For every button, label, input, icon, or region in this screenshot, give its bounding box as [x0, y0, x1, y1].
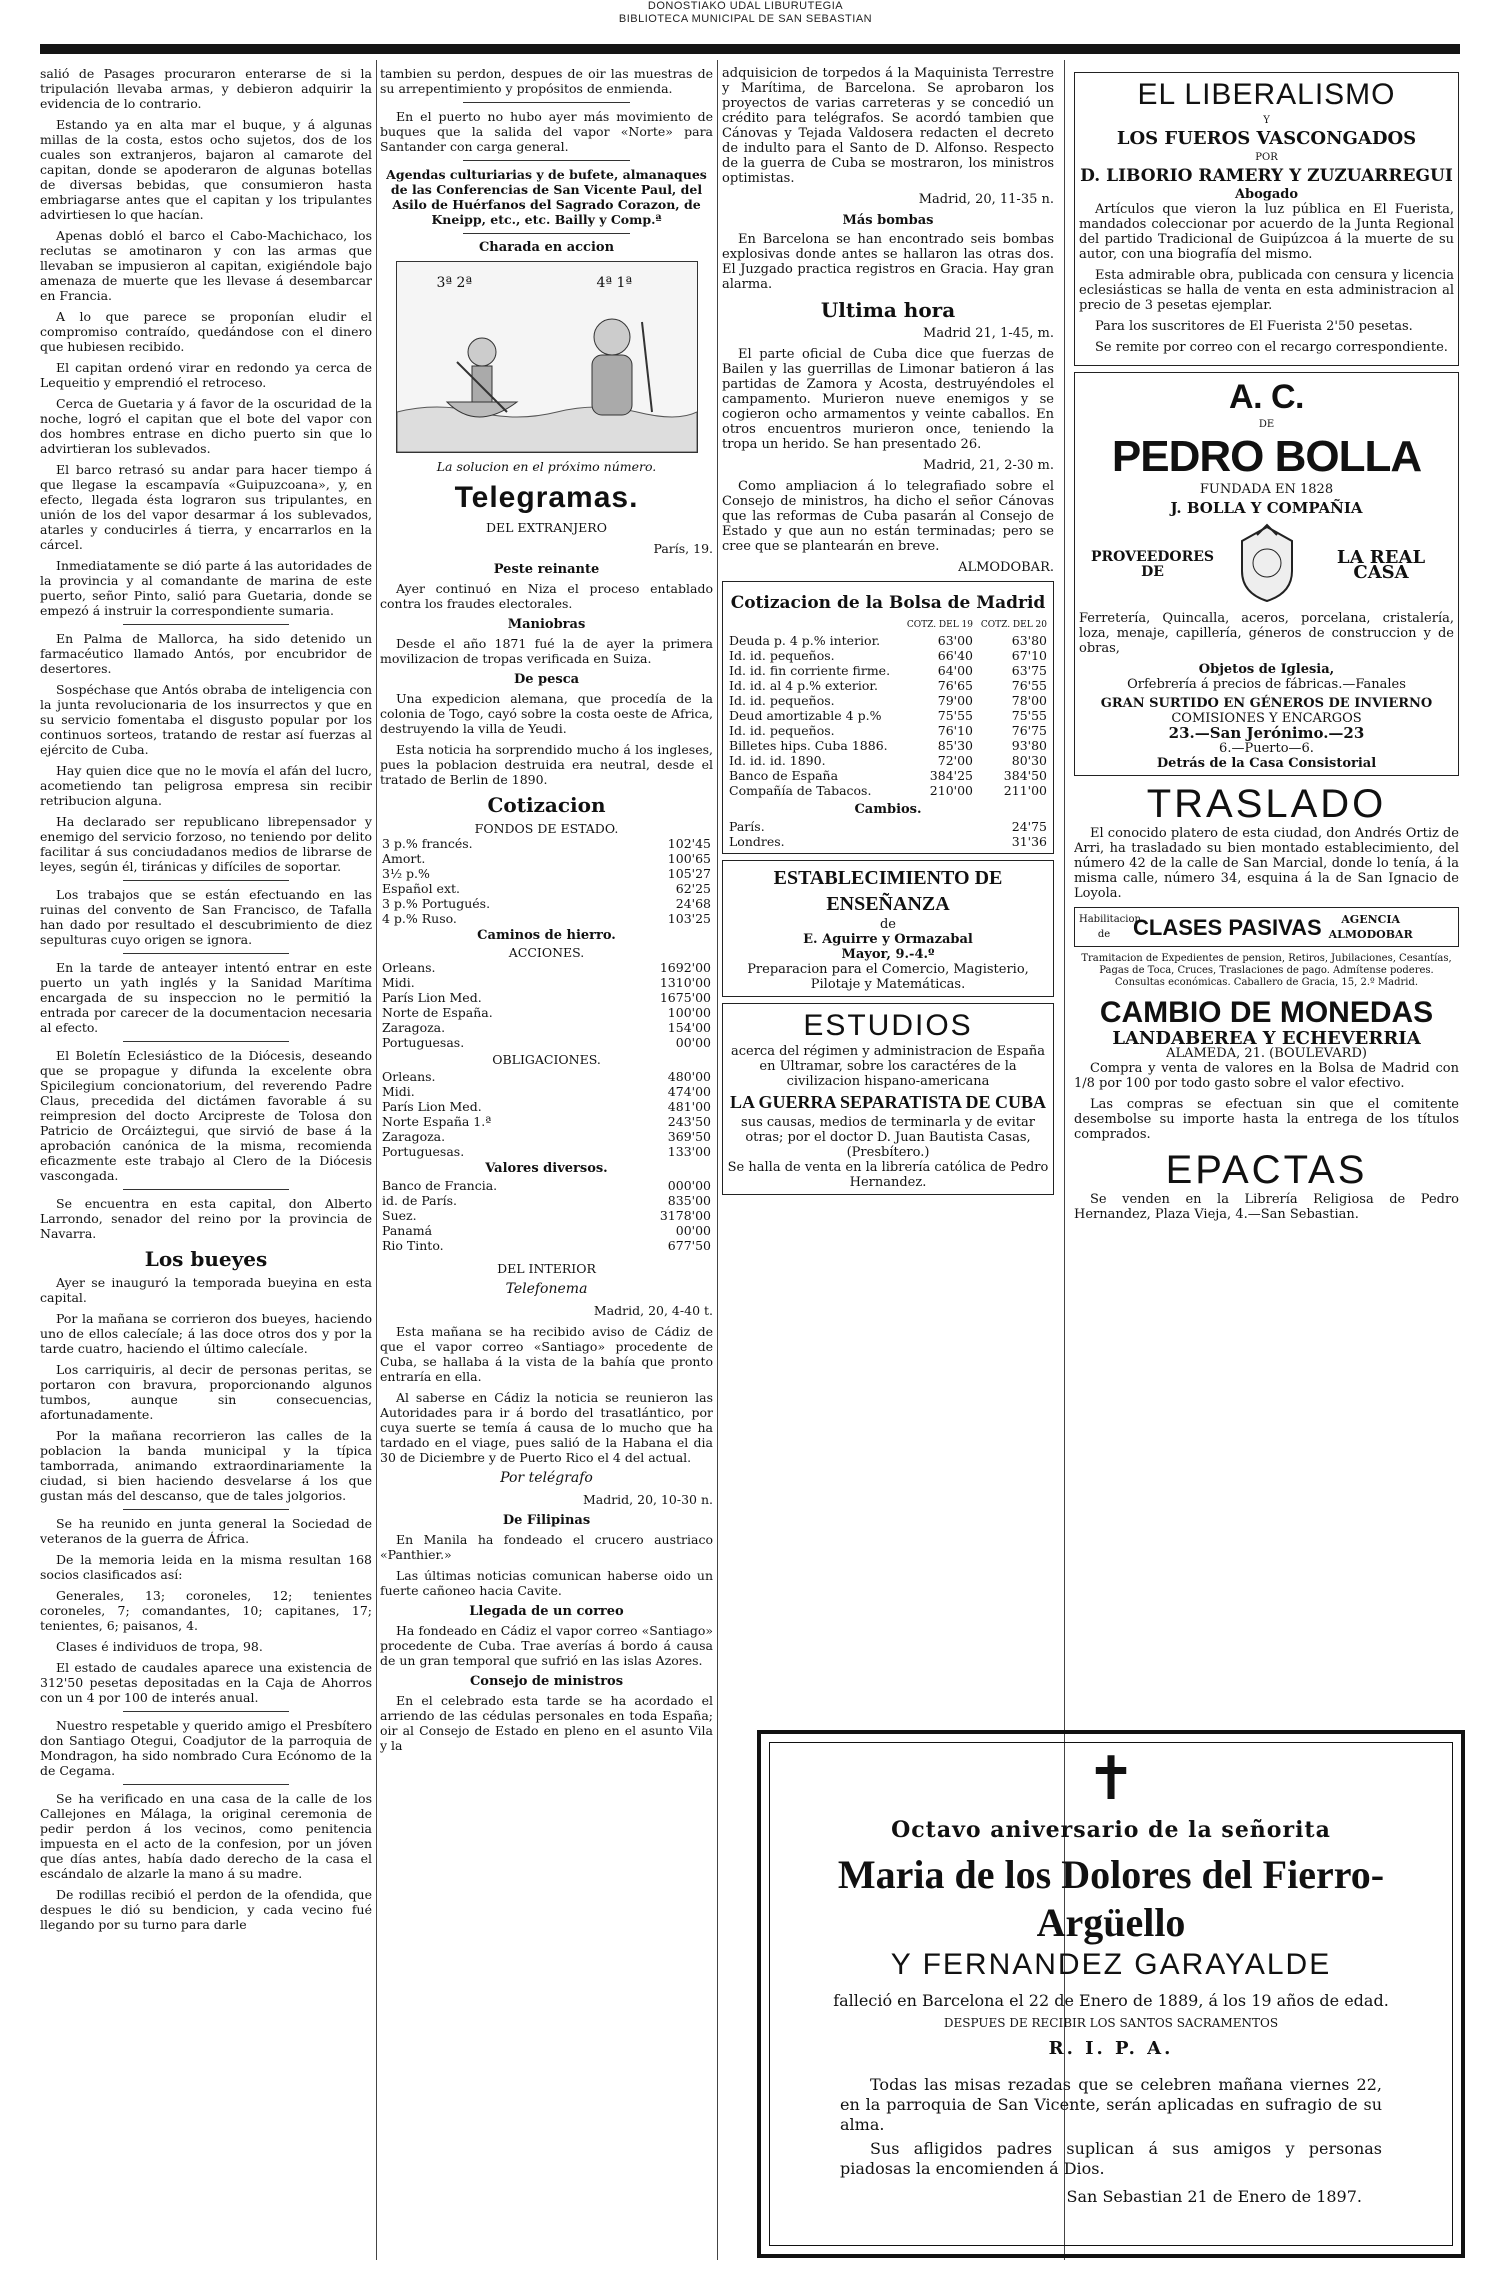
- cartoon-label-right: 4ª 1ª: [596, 275, 633, 291]
- acciones-label: Zaragoza.: [382, 1020, 446, 1035]
- royal-crest-icon: [1232, 523, 1302, 607]
- bolsa-row: [727, 708, 1049, 723]
- bolsa-label: Id. id. pequeños.: [729, 648, 835, 663]
- obligaciones-label: París Lion Med.: [382, 1099, 482, 1114]
- article-paragraph: Al saberse en Cádiz la noticia se reunieron las Autoridades para ir á bordo del trasatlántico, por cuya suerte se temía á causa de lo mucho que ha tardado en el viage, pues salió de la Habana el dia 30 de Diciembre y de Puerto Rico el 4 del actual.: [380, 1390, 713, 1465]
- table-caption: FONDOS DE ESTADO.: [474, 821, 619, 836]
- article-paragraph: Por la mañana se corrieron dos bueyes, haciendo uno de ellos calecíale; á las doce otros dos y por la tarde cuatro, haciendo el último calecíale.: [40, 1311, 372, 1356]
- bolsa-value: 85'30: [937, 738, 973, 753]
- liberalismo-advert: [1074, 72, 1459, 366]
- section-heading: De Filipinas: [502, 1513, 591, 1528]
- fondos-row: [380, 911, 713, 926]
- fondos-value: 24'68: [675, 896, 711, 911]
- lib-fueros: LOS FUEROS VASCONGADOS: [1116, 128, 1417, 149]
- bolsa-value: 63'00: [937, 633, 973, 648]
- bolsa-value: 63'75: [1011, 663, 1047, 678]
- obligaciones-value: 243'50: [667, 1114, 711, 1129]
- acciones-label: París Lion Med.: [382, 990, 482, 1005]
- estudios-desc: acerca del régimen y administracion de España en Ultramar, sobre los caractéres de la civilizacion hispano-americana: [730, 1044, 1046, 1089]
- acciones-table: [380, 960, 713, 1050]
- estudios-title: ESTUDIOS: [803, 1009, 973, 1042]
- acciones-row: [380, 1035, 713, 1050]
- bolla-de: DE: [1258, 419, 1275, 430]
- section-heading: Telefonema: [505, 1281, 588, 1297]
- cambio-label: Londres.: [729, 834, 785, 849]
- obligaciones-value: 481'00: [667, 1099, 711, 1114]
- traslado-title: TRASLADO: [1146, 782, 1387, 826]
- column-2: [380, 66, 713, 2266]
- valores-value: 835'00: [667, 1193, 711, 1208]
- fondos-value: 100'65: [667, 851, 711, 866]
- bolsa-label: Id. id. pequeños.: [729, 693, 835, 708]
- fondos-table: [380, 836, 713, 926]
- valores-value: 000'00: [667, 1178, 711, 1193]
- bolsa-value: 66'40: [937, 648, 973, 663]
- bolsa-value: 64'00: [937, 663, 973, 678]
- section-heading: De pesca: [513, 672, 580, 687]
- section-heading: Ultima hora: [820, 298, 956, 322]
- article-paragraph: Sospéchase que Antós obraba de inteligencia con la junta revolucionaria de los insurrectos y que en su servicio fomentaba el disgusto popular por los continuos sorteos, tratando de restar así fuerzas al ejército de Cuba.: [40, 682, 372, 757]
- separator: [463, 160, 630, 161]
- bolsa-value: 76'10: [937, 723, 973, 738]
- guerra-title: LA GUERRA SEPARATISTA DE CUBA: [729, 1092, 1047, 1112]
- valores-value: 00'00: [675, 1223, 711, 1238]
- column-3: [722, 66, 1054, 1716]
- fondos-row: [380, 881, 713, 896]
- fondos-row: [380, 851, 713, 866]
- traslado-text: El conocido platero de esta ciudad, don Andrés Ortiz de Arri, ha trasladado su bien montado establecimiento, del número 42 de la calle de San Marcial, donde lo tenía, á la misma calle, número 34, esquina á la de San Ignacio de Loyola.: [1074, 826, 1459, 901]
- bolla-goods: Ferretería, Quincalla, aceros, porcelana, cristalería, loza, menaje, capillería, géneros de construccion y de obras,: [1079, 611, 1454, 656]
- dateline: Madrid, 20, 11-35 n.: [918, 192, 1054, 207]
- acciones-row: [380, 1005, 713, 1020]
- bolsa-row: [727, 738, 1049, 753]
- fondos-label: Amort.: [382, 851, 426, 866]
- valores-label: Rio Tinto.: [382, 1238, 444, 1253]
- valores-row: [380, 1223, 713, 1238]
- article-paragraph: En Palma de Mallorca, ha sido detenido un farmacéutico llamado Antós, por encubridor de desertores.: [40, 631, 372, 676]
- bolsa-value: 78'00: [1011, 693, 1047, 708]
- section-heading: Cambios.: [854, 802, 922, 817]
- obligaciones-label: Norte España 1.ª: [382, 1114, 492, 1129]
- obit-sacraments: DESPUES DE RECIBIR LOS SANTOS SACRAMENTOS: [943, 2016, 1279, 2030]
- lib-por: POR: [1255, 152, 1278, 163]
- article-paragraph: Ayer continuó en Niza el proceso entablado contra los fraudes electorales.: [380, 581, 713, 611]
- article-paragraph: Se encuentra en esta capital, don Alberto Larrondo, senador del reino por la provincia de Navarra.: [40, 1196, 372, 1241]
- acciones-value: 1692'00: [659, 960, 711, 975]
- bolsa-row: [727, 768, 1049, 783]
- obit-masses: Todas las misas rezadas que se celebren mañana viernes 22, en la parroquia de San Vicente, serán aplicadas en sufragio de su alma.: [840, 2075, 1382, 2134]
- acciones-value: 154'00: [667, 1020, 711, 1035]
- fondos-label: 3½ p.%: [382, 866, 430, 881]
- bolsa-value: 76'65: [937, 678, 973, 693]
- advert-agendas: Agendas culturiarias y de bufete, almanaques de las Conferencias de San Vicente Paul, del Asilo de Huérfanos del Sagrado Corazon, de Kneipp, etc., etc. Bailly y Comp.ª: [386, 167, 707, 227]
- bolsa-value: 67'10: [1011, 648, 1047, 663]
- article-paragraph: El barco retrasó su andar para hacer tiempo á que llegase la escampavía «Guipuzcoana», y, en efecto, llegada ésta lograron sus tripulantes, en unión de los del vapor desarmar á los sublevados, atarles y conducirles á tierra, y encarrarlos en la cárcel.: [40, 462, 372, 552]
- fondos-value: 102'45: [667, 836, 711, 851]
- separator: [123, 1784, 289, 1785]
- cambio-title: CAMBIO DE MONEDAS: [1099, 996, 1434, 1029]
- bolsa-value: 79'00: [937, 693, 973, 708]
- separator: [123, 880, 289, 881]
- bolsa-heading: Cotizacion de la Bolsa de Madrid: [730, 593, 1046, 613]
- obligaciones-value: 133'00: [667, 1144, 711, 1159]
- page-header: [0, 0, 1491, 36]
- bolla-address-1: 23.—San Jerónimo.—23: [1168, 724, 1365, 742]
- bolsa-table: [727, 618, 1049, 798]
- bolsa-value: 76'55: [1011, 678, 1047, 693]
- acciones-label: Midi.: [382, 975, 415, 990]
- cambios-table: [727, 819, 1049, 849]
- bolsa-value: 75'55: [937, 708, 973, 723]
- signature: ALMODOBAR.: [958, 560, 1054, 575]
- acciones-row: [380, 960, 713, 975]
- guerra-desc: sus causas, medios de terminarla y de evitar otras; por el doctor D. Juan Bautista Casas, (Presbítero.): [741, 1115, 1035, 1160]
- valores-value: 3178'00: [659, 1208, 711, 1223]
- obit-date: San Sebastian 21 de Enero de 1897.: [1066, 2187, 1362, 2206]
- fondos-row: [380, 896, 713, 911]
- telegramas-heading: Telegramas.: [454, 481, 639, 514]
- article-paragraph: En la tarde de anteayer intentó entrar en este puerto un yath inglés y la Sanidad Marítima encargada de su inspeccion no le permitió la entrada por carecer de la documentacion necesaria al efecto.: [40, 960, 372, 1035]
- acciones-label: Orleans.: [382, 960, 436, 975]
- article-paragraph: El estado de caudales aparece una existencia de 312'50 pesetas depositadas en la Caja de Ahorros con un 4 por 100 de interés anual.: [40, 1660, 372, 1705]
- fondos-label: 4 p.% Ruso.: [382, 911, 457, 926]
- obligaciones-value: 474'00: [667, 1084, 711, 1099]
- bolsa-value: 210'00: [929, 783, 973, 798]
- valores-row: [380, 1208, 713, 1223]
- cambio-firm: LANDABEREA Y ECHEVERRIA: [1112, 1028, 1421, 1049]
- valores-table: [380, 1178, 713, 1253]
- column-divider: [717, 60, 718, 2260]
- valores-row: [380, 1178, 713, 1193]
- lib-paragraph: Artículos que vieron la luz pública en El Fuerista, mandados coleccionar por acuerdo de la Junta Regional del partido Tradicional de Guipúzcoa á la muerte de su autor, con una biografía del mismo.: [1079, 202, 1454, 262]
- section-heading: Más bombas: [842, 213, 934, 228]
- bolla-purveyor-row: [1079, 523, 1454, 607]
- estab-advert: [722, 860, 1054, 997]
- table-caption: ACCIONES.: [508, 945, 585, 960]
- article-paragraph: Ha fondeado en Cádiz el vapor correo «Santiago» procedente de Cuba. Trae averías á bordo á causa de un gran temporal que sufrió en las islas Azores.: [380, 1623, 713, 1668]
- separator: [123, 624, 289, 625]
- clases-desc: Tramitacion de Expedientes de pension, Retiros, Jubilaciones, Cesantías, Pagas de Toca, Cruces, Traslaciones de pago. Admítense poderes. Consultas económicas. Caballero de Gracia, 15, 2.º Madrid.: [1081, 953, 1452, 988]
- lib-paragraph: Esta admirable obra, publicada con censura y licencia eclesiásticas se halla de venta en esta administracion al precio de 3 pesetas ejemplar.: [1079, 268, 1454, 313]
- section-heading: Llegada de un correo: [469, 1604, 624, 1619]
- top-rule: [40, 44, 1460, 54]
- obit-death: falleció en Barcelona el 22 de Enero de 1889, á los 19 años de edad.: [833, 1991, 1389, 2010]
- section-heading: Valores diversos.: [485, 1161, 608, 1176]
- obligaciones-label: Zaragoza.: [382, 1129, 446, 1144]
- column-4: [1074, 66, 1459, 1716]
- obituary-inner: [769, 1742, 1453, 2246]
- section-heading: Los bueyes: [144, 1247, 268, 1271]
- bolsa-label: Id. id. pequeños.: [729, 723, 835, 738]
- article-paragraph: A lo que parece se proponían eludir el compromiso contraído, quedándose con el dinero que hubiesen recibido.: [40, 309, 372, 354]
- cross-icon: ✝: [1085, 1744, 1137, 1814]
- bolsa-value: 76'75: [1011, 723, 1047, 738]
- article-paragraph: Los carriquiris, al decir de personas peritas, se portaron con bravura, proporcionando algunos tumbos, aunque sin consecuencias, afortunadamente.: [40, 1362, 372, 1422]
- subsection-label: DEL EXTRANJERO: [486, 520, 607, 535]
- estudios-advert: [722, 1003, 1054, 1195]
- cambio-value: 24'75: [1011, 819, 1047, 834]
- article-paragraph: Esta noticia ha sorprendido mucho á los ingleses, pues la poblacion destruida era neutral, desde el tratado de Berlin de 1890.: [380, 742, 713, 787]
- obit-surname: Y FERNANDEZ GARAYALDE: [890, 1948, 1332, 1981]
- bolsa-label: Id. id. al 4 p.% exterior.: [729, 678, 878, 693]
- bolsa-value: 75'55: [1011, 708, 1047, 723]
- obligaciones-row: [380, 1144, 713, 1159]
- clases-advert: [1074, 907, 1459, 947]
- obligaciones-row: [380, 1099, 713, 1114]
- cambio-label: París.: [729, 819, 765, 834]
- acciones-label: Portuguesas.: [382, 1035, 465, 1050]
- cambio-row: [727, 819, 1049, 834]
- article-paragraph: Por la mañana recorrieron las calles de la poblacion la banda municipal y la típica tamborrada, animando extraordinariamente la ciudad, si bien haciendo desvelarse á los que gustan más del descanso, que de tales jolgorios.: [40, 1428, 372, 1503]
- article-paragraph: En el puerto no hubo ayer más movimiento de buques que la salida del vapor «Norte» para Santander con carga general.: [380, 109, 713, 154]
- obligaciones-label: Portuguesas.: [382, 1144, 465, 1159]
- lib-y: Y: [1263, 115, 1270, 126]
- cambio-value: 31'36: [1011, 834, 1047, 849]
- article-paragraph: adquisicion de torpedos á la Maquinista Terrestre y Marítima, de Barcelona. Se aprobaron los proyectos de varias carreteras y se concedió un crédito para telégrafos. Se acordó tambien que Cánovas y Tejada Valdosera redacten el decreto de indulto para el Santo de D. Alfonso. Respecto de la guerra de Cuba se mostraron, los ministros optimistas.: [722, 66, 1054, 186]
- bolsa-row: [727, 678, 1049, 693]
- article-paragraph: En el celebrado esta tarde se ha acordado el arriendo de las cédulas personales en toda España; oir al Consejo de Estado en pleno en el asunto Vila y la: [380, 1693, 713, 1753]
- bolsa-label: Id. id. id. 1890.: [729, 753, 826, 768]
- acciones-row: [380, 1020, 713, 1035]
- fondos-value: 105'27: [667, 866, 711, 881]
- bolsa-label: Deuda p. 4 p.% interior.: [729, 633, 881, 648]
- fondos-row: [380, 836, 713, 851]
- bolsa-box: [722, 581, 1054, 854]
- estab-desc: Preparacion para el Comercio, Magisterio, Pilotaje y Matemáticas.: [747, 962, 1029, 992]
- article-paragraph: tambien su perdon, despues de oir las muestras de su arrepentimiento y propósitos de enmienda.: [380, 66, 713, 96]
- cambio-paragraph: Compra y venta de valores en la Bolsa de Madrid con 1/8 por 100 por todo gasto sobre el valor efectivo.: [1074, 1061, 1459, 1091]
- clases-left: Habilitacion de: [1079, 914, 1141, 940]
- obituary-box: [757, 1730, 1465, 2258]
- bolsa-value: 384'50: [1003, 768, 1047, 783]
- valores-row: [380, 1193, 713, 1208]
- article-paragraph: El parte oficial de Cuba dice que fuerzas de Bailen y las guerrillas de Limonar batieron á las partidas de Zamora y Acosta, destruyéndoles el campamento. Murieron nueve enemigos y se cogieron ocho armamentos y veinte caballos. En otros encuentros murieron once, teniendo la tropa un herido. Se han presentado 26.: [722, 347, 1054, 452]
- column-header: COTZ. DEL 20: [980, 620, 1047, 630]
- clases-title: CLASES PASIVAS: [1133, 914, 1322, 940]
- valores-value: 677'50: [667, 1238, 711, 1253]
- subsection-label: DEL INTERIOR: [497, 1261, 596, 1276]
- archive-line-2: BIBLIOTECA MUNICIPAL DE SAN SEBASTIAN: [618, 13, 873, 25]
- article-paragraph: En Manila ha fondeado el crucero austriaco «Panthier.»: [380, 1532, 713, 1562]
- bolsa-row: [727, 648, 1049, 663]
- section-heading: Caminos de hierro.: [477, 928, 616, 943]
- article-paragraph: Nuestro respetable y querido amigo el Presbítero don Santiago Otegui, Coadjutor de la parroquia de Mondragon, ha sido nombrado Cura Ecónomo de la de Cegama.: [40, 1718, 372, 1778]
- valores-label: Banco de Francia.: [382, 1178, 498, 1193]
- article-paragraph: Apenas dobló el barco el Cabo-Machichaco, los reclutas se amotinaron y con las armas que llevaban se impusieron al capitan, exigiéndole bajo amenaza de muerte que les llevase á desembarcar en Francia.: [40, 228, 372, 303]
- epactas-advert: [1074, 1148, 1459, 1222]
- dateline: Madrid 21, 1-45, m.: [923, 326, 1054, 341]
- obligaciones-value: 480'00: [667, 1069, 711, 1084]
- bolla-orfebreria: Orfebrería á precios de fábricas.—Fanales: [1127, 677, 1406, 692]
- article-paragraph: Las últimas noticias comunican haberse oido un fuerte cañoneo hacia Cavite.: [380, 1568, 713, 1598]
- bolsa-row: [727, 753, 1049, 768]
- acciones-value: 1675'00: [659, 990, 711, 1005]
- obligaciones-row: [380, 1129, 713, 1144]
- article-paragraph: En Barcelona se han encontrado seis bombas explosivas donde antes se hallaron las otras dos. El Juzgado practica registros en Gracia. Hay gran alarma.: [722, 232, 1054, 292]
- valores-row: [380, 1238, 713, 1253]
- valores-label: id. de París.: [382, 1193, 457, 1208]
- dateline: Madrid, 20, 4-40 t.: [593, 1303, 713, 1318]
- separator: [123, 1509, 289, 1510]
- estab-address: Mayor, 9.-4.º: [841, 947, 935, 962]
- clases-right: AGENCIA ALMODOBAR: [1328, 913, 1413, 941]
- article-paragraph: Ayer se inauguró la temporada bueyina en esta capital.: [40, 1275, 372, 1305]
- article-paragraph: Inmediatamente se dió parte á las autoridades de la provincia y al comandante de marina de este puerto, señor Pinto, salió para Guetaria, donde se empezó á instruir la correspondiente sumaria.: [40, 558, 372, 618]
- bolsa-value: 211'00: [1003, 783, 1047, 798]
- bolla-church: Objetos de Iglesia,: [1198, 662, 1335, 677]
- cartoon-caption: La solucion en el próximo número.: [436, 459, 657, 474]
- lib-paragraph: Para los suscritores de El Fuerista 2'50 pesetas.: [1095, 319, 1413, 334]
- cambio-address: ALAMEDA, 21. (BOULEVARD): [1166, 1046, 1367, 1061]
- obligaciones-label: Midi.: [382, 1084, 415, 1099]
- separator: [463, 233, 630, 234]
- bolsa-row: [727, 783, 1049, 798]
- acciones-row: [380, 990, 713, 1005]
- epactas-title: EPACTAS: [1165, 1148, 1368, 1192]
- article-paragraph: El Boletín Eclesiástico de la Diócesis, deseando que se propague y difunda la excelente obra Spicilegium concionatorium, del reverendo Padre Claus, precedida del dictámen favorable á su reimpresion del docto Arcipreste de Tolosa don Patricio de Orcáiztegui, que sirvió de base á la aprobación canónica de la misma, recomienda eficazmente este trabajo al Clero de la Diócesis vascongada.: [40, 1048, 372, 1183]
- article-paragraph: Una expedicion alemana, que procedía de la colonia de Togo, cayó sobre la costa oeste de Africa, destruyendo la villa de Yeudi.: [380, 691, 713, 736]
- fondos-label: Español ext.: [382, 881, 460, 896]
- article-paragraph: Estando ya en alta mar el buque, y á algunas millas de la costa, estos ocho sujetos, dos de los cuales son extranjeros, bajaron al camarote del capitan, donde se apoderaron de algunas botellas de diversas bebidas, que consumieron hasta embriagarse antes que el capitan y los tripulantes advirtiesen lo que hacían.: [40, 117, 372, 222]
- guerra-venta: Se halla de venta en la librería católica de Pedro Hernandez.: [727, 1160, 1049, 1190]
- bolsa-label: Billetes hips. Cuba 1886.: [729, 738, 888, 753]
- acciones-value: 100'00: [667, 1005, 711, 1020]
- bolsa-value: 80'30: [1011, 753, 1047, 768]
- obligaciones-value: 369'50: [667, 1129, 711, 1144]
- bolsa-row: [727, 633, 1049, 648]
- traslado-advert: [1074, 782, 1459, 901]
- fondos-label: 3 p.% francés.: [382, 836, 473, 851]
- valores-label: Panamá: [382, 1223, 433, 1238]
- article-paragraph: Generales, 13; coroneles, 12; tenientes coroneles, 7; comandantes, 10; capitanes, 17; tenientes, 6; paisanos, 4.: [40, 1588, 372, 1633]
- obligaciones-table: [380, 1069, 713, 1159]
- article-paragraph: salió de Pasages procuraron enterarse de si la tripulación llevaba armas, y debieron adquirir la evidencia de lo contrario.: [40, 66, 372, 111]
- lib-abogado: Abogado: [1234, 187, 1299, 202]
- obit-name: Maria de los Dolores del Fierro-Argüello: [837, 1852, 1385, 1945]
- bolla-address-3: Detrás de la Casa Consistorial: [1156, 756, 1377, 771]
- epactas-text: Se venden en la Librería Religiosa de Pedro Hernandez, Plaza Vieja, 4.—San Sebastian.: [1074, 1192, 1459, 1222]
- article-paragraph: Se ha reunido en junta general la Sociedad de veteranos de la guerra de África.: [40, 1516, 372, 1546]
- article-paragraph: Hay quien dice que no le movía el afán del lucro, acometiendo tan peligrosa empresa sin recibir retribucion alguna.: [40, 763, 372, 808]
- lib-title: EL LIBERALISMO: [1137, 78, 1396, 111]
- cambio-paragraph: Las compras se efectuan sin que el comitente desembolse su importe hasta la entrega de los títulos comprados.: [1074, 1097, 1459, 1142]
- article-paragraph: De la memoria leida en la misma resultan 168 socios clasificados así:: [40, 1552, 372, 1582]
- section-heading: Por telégrafo: [500, 1470, 593, 1486]
- bolla-address-2: 6.—Puerto—6.: [1219, 741, 1314, 756]
- obligaciones-row: [380, 1084, 713, 1099]
- crest-drawing: [1232, 523, 1302, 603]
- column-divider: [376, 60, 377, 2260]
- fondos-row: [380, 866, 713, 881]
- bolla-ac: A. C.: [1229, 378, 1304, 416]
- charade-cartoon: [396, 261, 698, 453]
- acciones-label: Norte de España.: [382, 1005, 493, 1020]
- section-heading: Consejo de ministros: [469, 1674, 624, 1689]
- purveyor-label-left: PROVEEDORES DE: [1090, 549, 1215, 580]
- acciones-row: [380, 975, 713, 990]
- section-heading: Cotizacion: [487, 793, 606, 817]
- dateline: París, 19.: [653, 541, 713, 556]
- dateline: Madrid, 21, 2-30 m.: [923, 458, 1054, 473]
- bolla-advert: [1074, 372, 1459, 776]
- cambio-row: [727, 834, 1049, 849]
- bolsa-row: [727, 663, 1049, 678]
- obit-ripa: R. I. P. A.: [1048, 2038, 1174, 2059]
- bolla-surtido: GRAN SURTIDO EN GÉNEROS DE INVIERNO: [1100, 696, 1433, 711]
- article-paragraph: Clases é individuos de tropa, 98.: [56, 1639, 263, 1654]
- obligaciones-label: Orleans.: [382, 1069, 436, 1084]
- bolsa-value: 72'00: [937, 753, 973, 768]
- table-caption: OBLIGACIONES.: [492, 1052, 601, 1067]
- separator: [123, 1041, 289, 1042]
- bolla-name: PEDRO BOLLA: [1111, 432, 1422, 481]
- article-paragraph: Cerca de Guetaria y á favor de la oscuridad de la noche, logró el capitan que el bote del vapor con dos hombres entrase en dicho puerto sin que lo advirtieran los sublevados.: [40, 396, 372, 456]
- lib-author: D. LIBORIO RAMERY Y ZUZUARREGUI: [1080, 166, 1453, 186]
- estab-title: ESTABLECIMIENTO DE ENSEÑANZA: [773, 867, 1003, 915]
- section-heading: Maniobras: [507, 617, 586, 632]
- separator: [123, 953, 289, 954]
- section-heading: Charada en accion: [478, 240, 615, 255]
- article-paragraph: De rodillas recibió el perdon de la ofendida, que despues le dió su bendicion, y cada vecino fué llegando por su turno para darle: [40, 1887, 372, 1932]
- bolsa-label: Compañía de Tabacos.: [729, 783, 872, 798]
- valores-label: Suez.: [382, 1208, 417, 1223]
- separator: [123, 1189, 289, 1190]
- bolsa-label: Banco de España: [729, 768, 839, 783]
- article-paragraph: El capitan ordenó virar en redondo ya cerca de Lequeitio y emprendió el retroceso.: [40, 360, 372, 390]
- acciones-value: 00'00: [675, 1035, 711, 1050]
- separator: [123, 1711, 289, 1712]
- article-paragraph: Ha declarado ser republicano librepensador y enemigo del servicio forzoso, no teniendo por delito facilitar á sus conciudadanos medios de librarse de leyes, según él, tiránicas y difíciles de soportar.: [40, 814, 372, 874]
- separator: [463, 102, 630, 103]
- bolsa-value: 384'25: [929, 768, 973, 783]
- article-paragraph: Se ha verificado en una casa de la calle de los Callejones en Málaga, la original ceremonia de pedir perdon á los vecinos, como penitencia impuesta en el acto de la confesion, por un jóven que días antes, había dado derecho de la casa el escándalo de alzarle la mano á su madre.: [40, 1791, 372, 1881]
- lib-paragraph: Se remite por correo con el recargo correspondiente.: [1095, 340, 1448, 355]
- acciones-value: 1310'00: [659, 975, 711, 990]
- bolsa-value: 63'80: [1011, 633, 1047, 648]
- purveyor-label-right: LA REAL CASA: [1336, 547, 1426, 583]
- article-paragraph: Como ampliacion á lo telegrafiado sobre el Consejo de ministros, ha dicho el señor Cánovas que las reformas de Cuba pasarán al Consejo de Estado y que aun no están terminadas; pero se cree que se plantearán en breve.: [722, 479, 1054, 554]
- article-paragraph: Esta mañana se ha recibido aviso de Cádiz de que el vapor correo «Santiago» procedente de Cuba, se hallaba á la vista de la bahía que pronto entraría en ella.: [380, 1324, 713, 1384]
- obit-parents: Sus afligidos padres suplican á sus amigos y personas piadosas la encomienden á Dios.: [840, 2139, 1382, 2178]
- cartoon-label-left: 3ª 2ª: [436, 275, 473, 291]
- estab-de: de: [879, 917, 896, 932]
- article-paragraph: Los trabajos que se están efectuando en las ruinas del convento de San Francisco, de Tafalla han dado por resultado el descubrimiento de diez sepulturas cuyo origen se ignora.: [40, 887, 372, 947]
- column-header: COTZ. DEL 19: [906, 620, 973, 630]
- obit-anniversary: Octavo aniversario de la señorita: [891, 1817, 1331, 1843]
- bolsa-row: [727, 693, 1049, 708]
- bolla-company: J. BOLLA Y COMPAÑIA: [1170, 499, 1363, 517]
- bolsa-row: [727, 723, 1049, 738]
- cambio-advert: [1074, 995, 1459, 1142]
- bolsa-label: Id. id. fin corriente firme.: [729, 663, 891, 678]
- bolla-founded: FUNDADA EN 1828: [1199, 482, 1334, 497]
- bolsa-value: 93'80: [1011, 738, 1047, 753]
- estab-name: E. Aguirre y Ormazabal: [803, 932, 973, 947]
- section-heading: Peste reinante: [493, 562, 600, 577]
- column-1: [40, 66, 372, 2266]
- fondos-label: 3 p.% Portugués.: [382, 896, 491, 911]
- fondos-value: 103'25: [667, 911, 711, 926]
- fondos-value: 62'25: [675, 881, 711, 896]
- bolsa-label: Deud amortizable 4 p.%: [729, 708, 882, 723]
- dateline: Madrid, 20, 10-30 n.: [582, 1492, 713, 1507]
- archive-line-1: DONOSTIAKO UDAL LIBURUTEGIA: [647, 0, 844, 12]
- obligaciones-row: [380, 1114, 713, 1129]
- article-paragraph: Desde el año 1871 fué la de ayer la primera movilizacion de tropas verificada en Suiza.: [380, 636, 713, 666]
- obligaciones-row: [380, 1069, 713, 1084]
- bolla-comisiones: COMISIONES Y ENCARGOS: [1171, 711, 1362, 726]
